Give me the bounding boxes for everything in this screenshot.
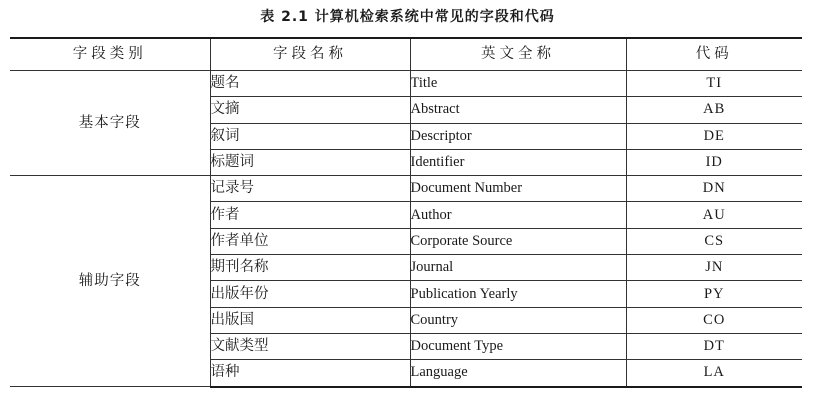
code-cell: CS xyxy=(626,228,802,254)
field-name-cell: 叙词 xyxy=(210,123,410,149)
category-auxiliary-fields: 辅助字段 xyxy=(10,176,210,387)
english-name-cell: Identifier xyxy=(410,149,626,175)
code-cell: CO xyxy=(626,307,802,333)
english-name-cell: Title xyxy=(410,71,626,97)
field-name-cell: 出版国 xyxy=(210,307,410,333)
code-cell: ID xyxy=(626,149,802,175)
header-english-name: 英文全称 xyxy=(410,38,626,71)
field-name-cell: 期刊名称 xyxy=(210,255,410,281)
code-cell: DE xyxy=(626,123,802,149)
table-row xyxy=(10,71,802,97)
field-name-cell: 语种 xyxy=(210,360,410,387)
header-category: 字段类别 xyxy=(10,38,210,71)
code-cell: PY xyxy=(626,281,802,307)
header-field-name: 字段名称 xyxy=(210,38,410,71)
field-name-cell: 作者单位 xyxy=(210,228,410,254)
code-cell: TI xyxy=(626,71,802,97)
english-name-cell: Language xyxy=(410,360,626,387)
field-name-cell: 出版年份 xyxy=(210,281,410,307)
english-name-cell: Document Number xyxy=(410,176,626,202)
category-basic-fields: 基本字段 xyxy=(10,71,210,176)
field-code-table xyxy=(10,37,802,388)
table-row xyxy=(10,176,802,202)
code-cell: DN xyxy=(626,176,802,202)
header-code: 代码 xyxy=(626,38,802,71)
english-name-cell: Abstract xyxy=(410,97,626,123)
english-name-cell: Publication Yearly xyxy=(410,281,626,307)
code-cell: AB xyxy=(626,97,802,123)
table-header-row xyxy=(10,38,802,71)
english-name-cell: Corporate Source xyxy=(410,228,626,254)
field-name-cell: 记录号 xyxy=(210,176,410,202)
english-name-cell: Country xyxy=(410,307,626,333)
code-cell: JN xyxy=(626,255,802,281)
field-name-cell: 作者 xyxy=(210,202,410,228)
table-caption: 表 2.1 计算机检索系统中常见的字段和代码 xyxy=(260,9,555,25)
field-name-cell: 文献类型 xyxy=(210,333,410,359)
english-name-cell: Descriptor xyxy=(410,123,626,149)
english-name-cell: Document Type xyxy=(410,333,626,359)
code-cell: LA xyxy=(626,360,802,387)
english-name-cell: Journal xyxy=(410,255,626,281)
field-name-cell: 文摘 xyxy=(210,97,410,123)
code-cell: AU xyxy=(626,202,802,228)
field-name-cell: 标题词 xyxy=(210,149,410,175)
field-name-cell: 题名 xyxy=(210,71,410,97)
code-cell: DT xyxy=(626,333,802,359)
english-name-cell: Author xyxy=(410,202,626,228)
